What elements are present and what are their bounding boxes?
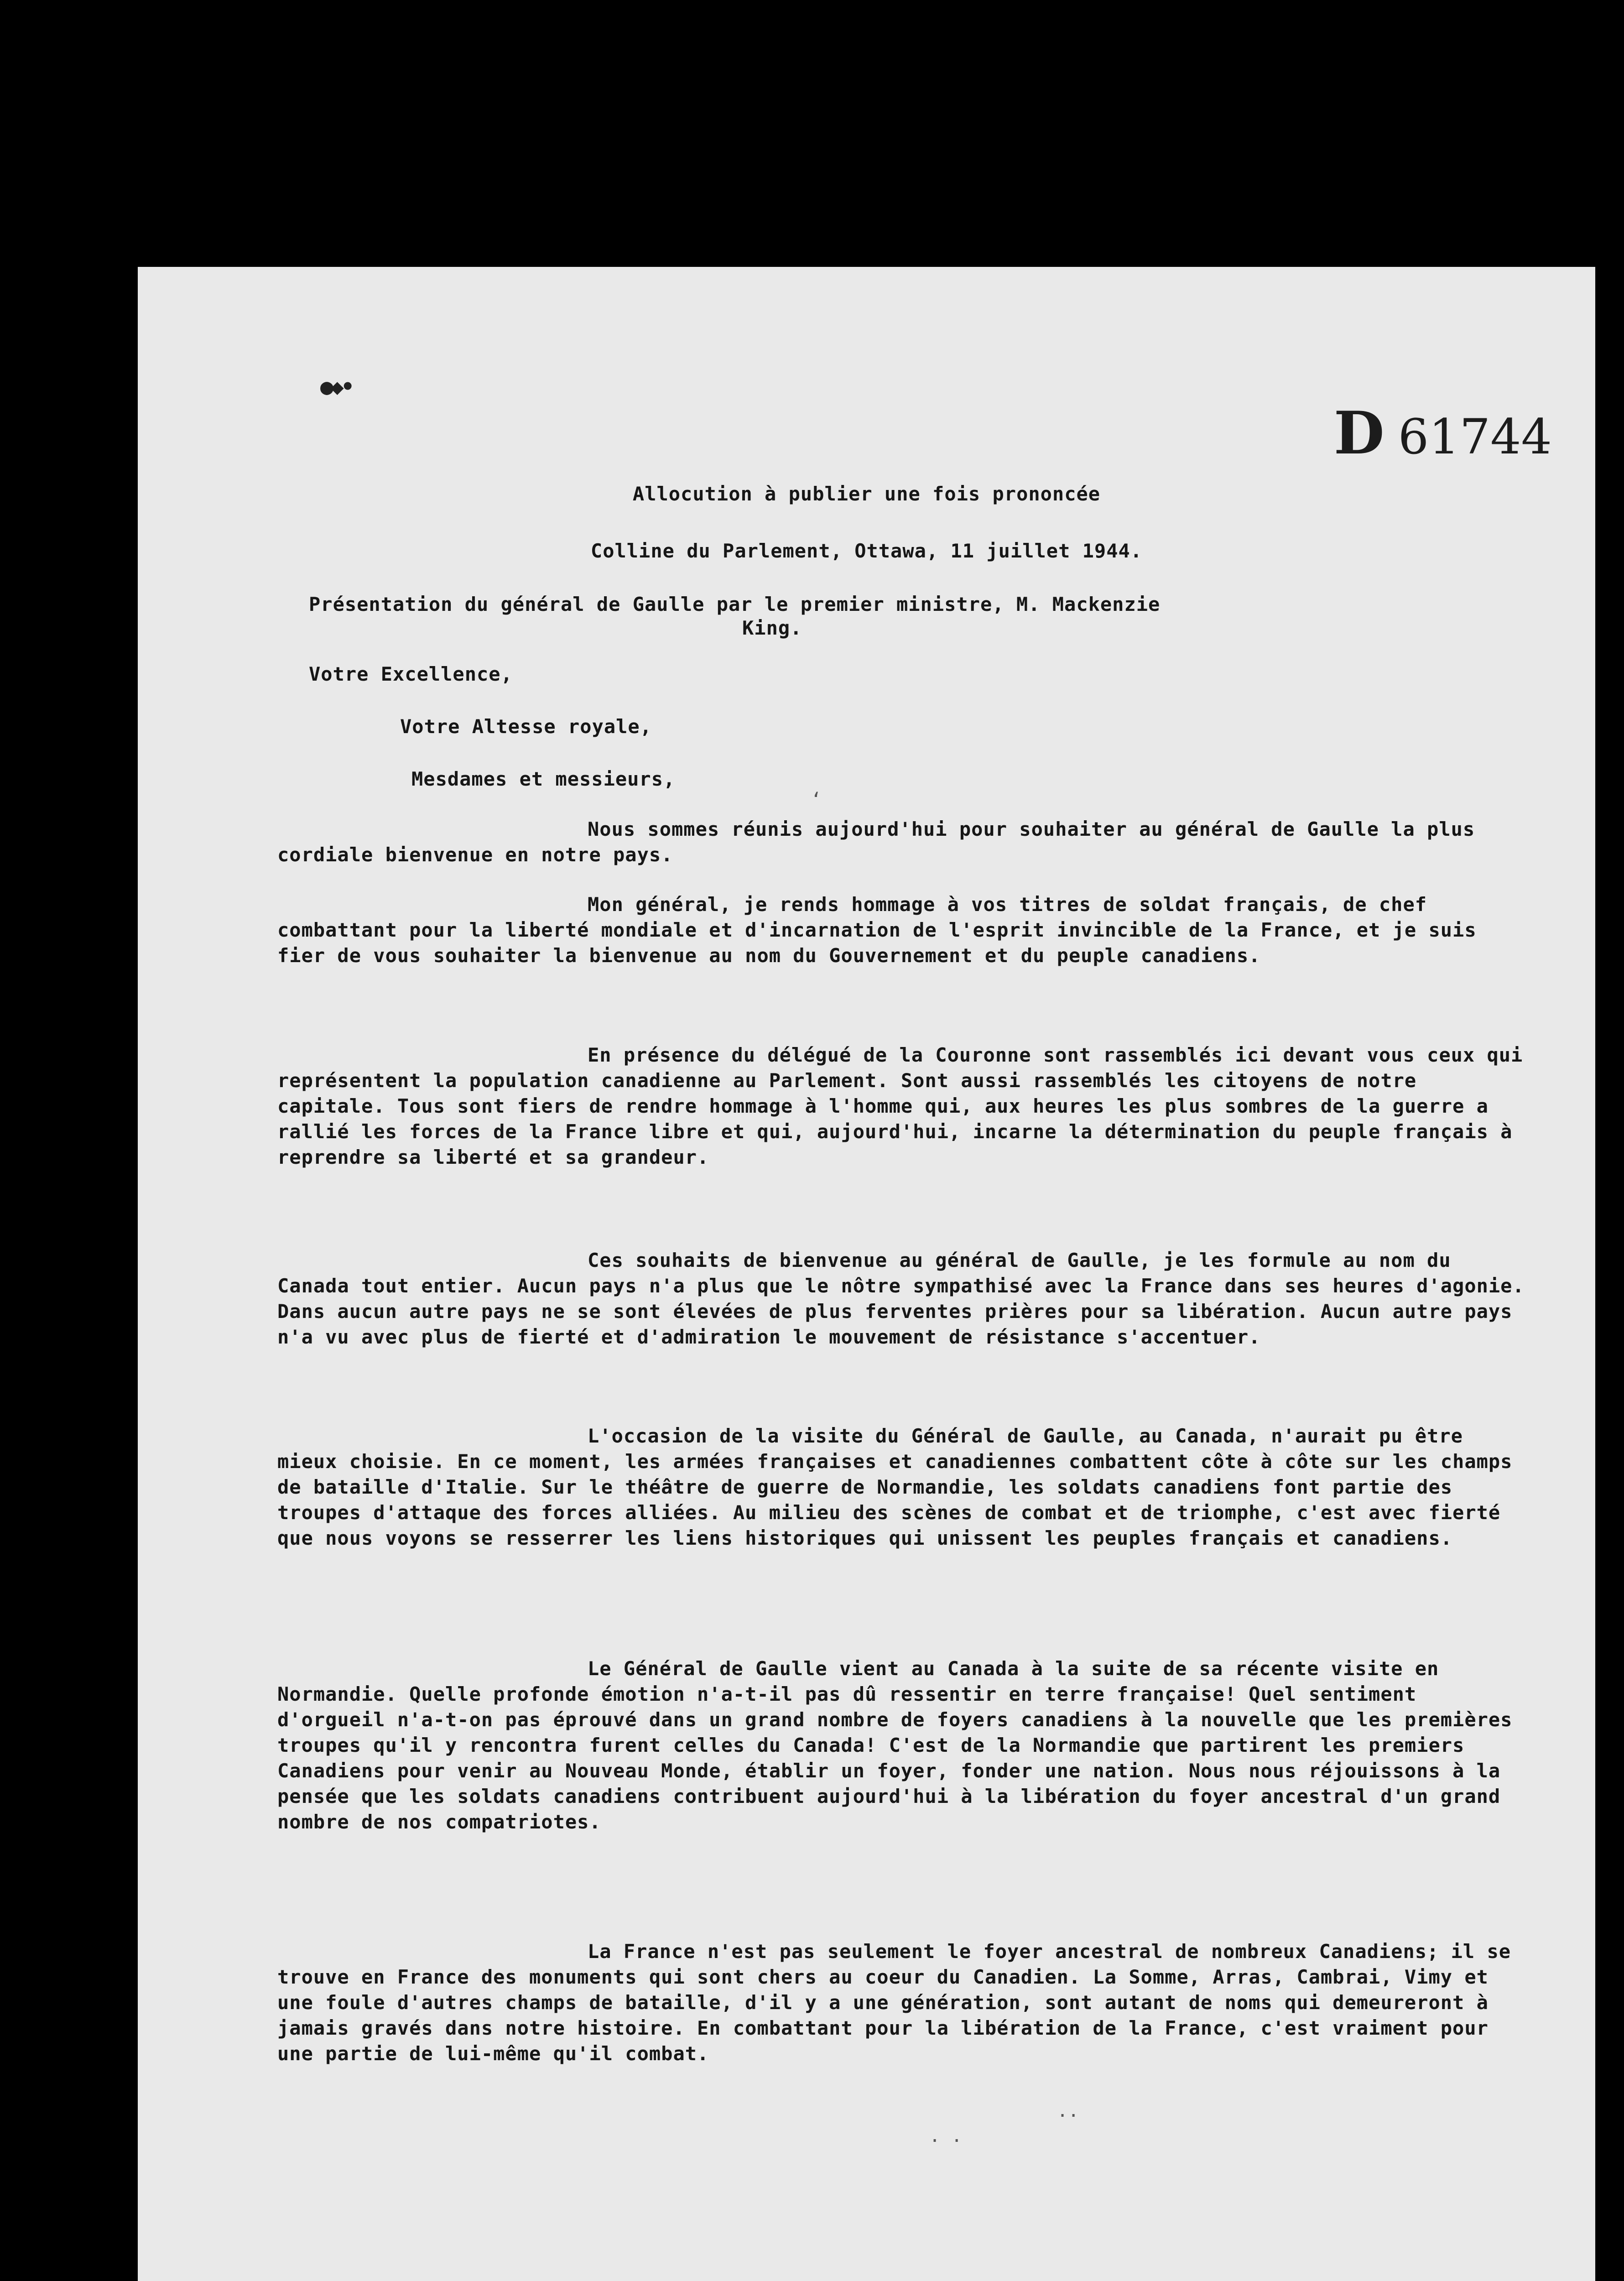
document-number-letter: D <box>1333 399 1385 468</box>
stray-dots: ·· <box>1057 2105 1079 2126</box>
stray-dots-2: · · <box>929 2130 963 2151</box>
salutation-mesdames: Mesdames et messieurs, <box>411 768 676 790</box>
paragraph-5: L'occasion de la visite du Général de Gaulle, au Canada, n'aurait pu être mieux choisie. En ce moment, les armées françaises et canadiennes combattent côte à côte sur les champs de bataille d'Italie. Sur le théâtre de guerre de Normandie, les soldats canadiens font partie des troupes d'attaque des forces alliées. Au milieu des scènes de combat et de triomphe, c'est avec fierté que nous voyons se resserrer les liens historiques qui unissent les peuples français et canadiens. <box>277 1425 1513 1549</box>
salutation-excellence: Votre Excellence, <box>309 663 513 685</box>
ink-smudge: ●◆• <box>320 374 352 400</box>
stray-mark: ‘ <box>811 789 822 810</box>
title-line-2: Colline du Parlement, Ottawa, 11 juillet 1944. <box>590 540 1143 562</box>
title-line-1: Allocution à publier une fois prononcée <box>632 483 1101 505</box>
paragraph-2: Mon général, je rends hommage à vos titres de soldat français, de chef combattant pour la liberté mondiale et d'incarnation de l'esprit invincible de la France, et je suis fier de vous souhaiter la bienvenue au nom du Gouvernement et du peuple canadiens. <box>277 893 1477 967</box>
paragraph-3: En présence du délégué de la Couronne sont rassemblés ici devant vous ceux qui représentent la population canadienne au Parlement. Sont aussi rassemblés les citoyens de notre capitale. Tous sont fiers de rendre hommage à l'homme qui, aux heures les plus sombres de la guerre a rallié les forces de la France libre et qui, aujourd'hui, incarne la détermination du peuple français à reprendre sa liberté et sa grandeur. <box>277 1044 1523 1168</box>
paragraph-6: Le Général de Gaulle vient au Canada à la suite de sa récente visite en Normandie. Quelle profonde émotion n'a-t-il pas dû ressentir en terre française! Quel sentiment d'orgueil n'a-t-on pas éprouvé dans un grand nombre de foyers canadiens à la nouvelle que les premières troupes qu'il y rencontra furent celles du Canada! C'est de la Normandie que partirent les premiers Canadiens pour venir au Nouveau Monde, établir un foyer, fonder une nation. Nous nous réjouissons à la pensée que les soldats canadiens contribuent aujourd'hui à la libération du foyer ancestral d'un grand nombre de nos compatriotes. <box>277 1657 1513 1833</box>
title-line-4: King. <box>742 617 802 639</box>
title-line-3: Présentation du général de Gaulle par le premier ministre, M. Mackenzie <box>309 593 1161 615</box>
salutation-altesse: Votre Altesse royale, <box>400 715 652 738</box>
document-number <box>1334 399 1552 468</box>
document-page <box>138 267 1595 2281</box>
paragraph-4: Ces souhaits de bienvenue au général de Gaulle, je les formule au nom du Canada tout entier. Aucun pays n'a plus que le nôtre sympathisé avec la France dans ses heures d'agonie. Dans aucun autre pays ne se sont élevées de plus ferventes prières pour sa libération. Aucun autre pays n'a vu avec plus de fierté et d'admiration le mouvement de résistance s'accentuer. <box>277 1249 1525 1348</box>
paragraph-1: Nous sommes réunis aujourd'hui pour souhaiter au général de Gaulle la plus cordiale bienvenue en notre pays. <box>277 818 1475 866</box>
document-number-value: 61744 <box>1398 409 1552 465</box>
paragraph-7: La France n'est pas seulement le foyer ancestral de nombreux Canadiens; il se trouve en France des monuments qui sont chers au coeur du Canadien. La Somme, Arras, Cambrai, Vimy et une foule d'autres champs de bataille, d'il y a une génération, sont autant de noms qui demeureront à jamais gravés dans notre histoire. En combattant pour la libération de la France, c'est vraiment pour une partie de lui-même qu'il combat. <box>277 1940 1511 2065</box>
